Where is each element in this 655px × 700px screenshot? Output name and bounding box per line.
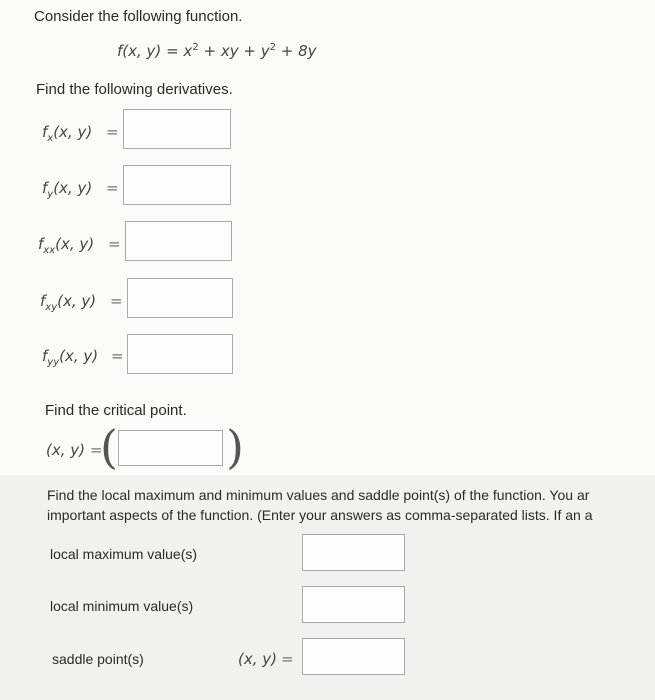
formula-lhs: f(x, y) bbox=[117, 42, 162, 60]
critical-point-open-paren: ( bbox=[100, 420, 118, 474]
critical-point-label: (x, y) bbox=[46, 441, 85, 459]
derivatives-heading: Find the following derivatives. bbox=[36, 81, 233, 98]
critical-point-close-paren: ) bbox=[226, 420, 244, 474]
fy-label bbox=[42, 179, 92, 200]
formula-plus-2: + bbox=[243, 42, 256, 60]
intro-text: Consider the following function. bbox=[34, 8, 243, 25]
extrema-instruction-line-2: important aspects of the function. (Enter your answers as comma-separated lists. If an a bbox=[47, 507, 593, 523]
critical-point-input[interactable] bbox=[118, 430, 223, 466]
function-formula bbox=[117, 42, 317, 60]
fy-subscript: y bbox=[47, 189, 54, 200]
formula-plus-1: + bbox=[203, 42, 217, 60]
fxx-equals: = bbox=[108, 235, 121, 253]
fx-equals: = bbox=[106, 123, 119, 141]
fxy-label bbox=[40, 292, 96, 313]
fy-input[interactable] bbox=[123, 165, 231, 205]
formula-equals: = bbox=[166, 42, 179, 60]
saddle-equals: = bbox=[281, 650, 294, 668]
fxx-input[interactable] bbox=[125, 221, 232, 261]
fyy-input[interactable] bbox=[127, 334, 233, 374]
fxy-input[interactable] bbox=[127, 278, 233, 318]
critical-point-equals: = bbox=[90, 441, 103, 459]
saddle-xy-label: (x, y) bbox=[238, 650, 277, 668]
formula-term-1-exponent: 2 bbox=[192, 42, 199, 53]
fxx-args: (x, y) bbox=[55, 235, 95, 253]
local-min-label: local minimum value(s) bbox=[50, 598, 194, 614]
fxx-label bbox=[38, 235, 94, 256]
fyy-label bbox=[42, 347, 98, 368]
fy-equals: = bbox=[106, 179, 119, 197]
fx-f: f bbox=[42, 123, 48, 141]
formula-term-4: 8y bbox=[298, 42, 317, 60]
fyy-args: (x, y) bbox=[59, 347, 99, 365]
fyy-equals: = bbox=[111, 347, 124, 365]
fx-label bbox=[42, 123, 92, 144]
fyy-subscript: yy bbox=[47, 357, 60, 368]
fxy-f: f bbox=[40, 292, 46, 310]
fy-args: (x, y) bbox=[53, 179, 93, 197]
fxy-equals: = bbox=[110, 292, 123, 310]
local-max-input[interactable] bbox=[302, 534, 405, 571]
formula-term-1: x bbox=[183, 42, 193, 60]
fx-input[interactable] bbox=[123, 109, 231, 149]
formula-plus-3: + bbox=[280, 42, 294, 60]
saddle-label: saddle point(s) bbox=[52, 651, 144, 667]
formula-term-2: xy bbox=[220, 42, 239, 60]
fxy-args: (x, y) bbox=[57, 292, 97, 310]
fxx-subscript: xx bbox=[43, 245, 56, 256]
formula-term-3: y bbox=[260, 42, 270, 60]
extrema-instruction-line-1: Find the local maximum and minimum values and saddle point(s) of the function. You ar bbox=[47, 487, 590, 503]
local-min-input[interactable] bbox=[302, 586, 405, 623]
fyy-f: f bbox=[42, 347, 48, 365]
local-max-label: local maximum value(s) bbox=[50, 546, 198, 562]
fxy-subscript: xy bbox=[45, 302, 58, 313]
critical-point-heading: Find the critical point. bbox=[45, 402, 187, 419]
formula-term-3-exponent: 2 bbox=[269, 42, 276, 53]
fy-f: f bbox=[42, 179, 48, 197]
fx-args: (x, y) bbox=[53, 123, 93, 141]
fx-subscript: x bbox=[47, 133, 54, 144]
fxx-f: f bbox=[38, 235, 44, 253]
saddle-input[interactable] bbox=[302, 638, 405, 675]
